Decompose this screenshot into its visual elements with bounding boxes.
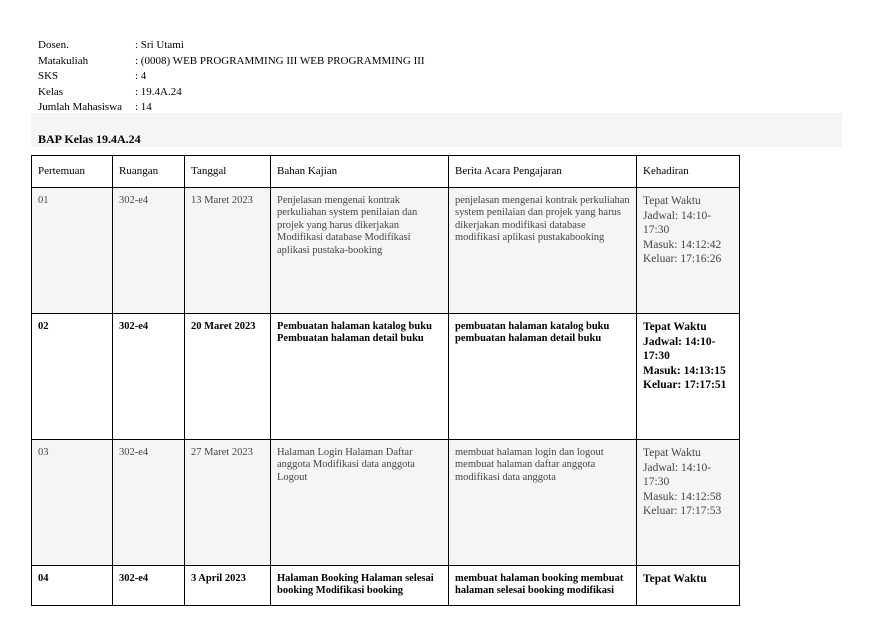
section-divider — [31, 113, 842, 147]
info-kelas — [38, 85, 425, 101]
cell-ruangan: 302-e4 — [119, 321, 149, 332]
kehadiran-jadwal: Jadwal: 14:10-17:30 — [643, 461, 712, 489]
table-row — [32, 188, 740, 314]
table-row — [32, 566, 740, 606]
info-label: SKS — [38, 70, 59, 83]
column-header-berita-acara: Berita Acara Pengajaran — [449, 156, 637, 188]
cell-tanggal: 3 April 2023 — [191, 573, 246, 584]
cell-ruangan: 302-e4 — [119, 195, 149, 206]
info-value: : (0008) WEB PROGRAMMING III WEB PROGRAMMING III — [135, 54, 425, 67]
column-header-tanggal: Tanggal — [185, 156, 271, 188]
kehadiran-status: Tepat Waktu — [643, 573, 707, 585]
cell-kehadiran — [643, 440, 733, 564]
column-header-bahan-kajian: Bahan Kajian — [271, 156, 449, 188]
cell-bahan-kajian: Halaman Booking Halaman selesai booking Modifikasi booking — [277, 573, 434, 597]
kehadiran-jadwal: Jadwal: 14:10-17:30 — [643, 209, 712, 237]
cell-pertemuan: 04 — [38, 573, 49, 584]
cell-ruangan: 302-e4 — [119, 447, 149, 458]
kehadiran-status: Tepat Waktu — [643, 447, 701, 459]
cell-berita-acara: pembuatan halaman katalog buku pembuatan halaman detail buku — [455, 321, 610, 345]
info-label: Jumlah Mahasiswa — [38, 101, 123, 114]
table-header-row — [32, 156, 740, 188]
column-header-ruangan: Ruangan — [113, 156, 185, 188]
cell-pertemuan: 01 — [38, 195, 49, 206]
info-value: : 14 — [135, 101, 152, 114]
cell-kehadiran — [643, 566, 733, 604]
table-row — [32, 314, 740, 440]
kehadiran-status: Tepat Waktu — [643, 321, 707, 333]
kehadiran-masuk: Masuk: 14:12:42 — [643, 238, 722, 251]
kehadiran-masuk: Masuk: 14:13:15 — [643, 364, 726, 377]
info-value: : 19.4A.24 — [135, 85, 182, 98]
cell-tanggal: 27 Maret 2023 — [191, 447, 253, 458]
column-header-pertemuan: Pertemuan — [32, 156, 113, 188]
info-sks — [38, 69, 425, 85]
info-label: Dosen. — [38, 39, 69, 51]
column-header-kehadiran: Kehadiran — [637, 156, 740, 188]
kehadiran-keluar: Keluar: 17:17:51 — [643, 379, 727, 392]
kehadiran-status: Tepat Waktu — [643, 195, 701, 207]
info-matakuliah — [38, 54, 425, 70]
cell-berita-acara: membuat halaman login dan logout membuat halaman daftar anggota modifikasi data anggota — [455, 447, 604, 483]
cell-berita-acara: membuat halaman booking membuat halaman selesai booking modifikasi — [455, 573, 624, 597]
cell-tanggal: 13 Maret 2023 — [191, 195, 253, 206]
cell-berita-acara: penjelasan mengenai kontrak perkuliahan system penilaian dan projek yang harus dikerjakan modifikasi database modifikasi aplikasi pustakabooking — [455, 195, 630, 244]
cell-kehadiran — [643, 188, 733, 312]
course-info — [38, 38, 425, 116]
cell-pertemuan: 03 — [38, 447, 49, 458]
info-label: Kelas — [38, 85, 64, 98]
info-value: : Sri Utami — [135, 39, 184, 51]
kehadiran-masuk: Masuk: 14:12:58 — [643, 490, 722, 503]
bap-table — [31, 155, 740, 606]
cell-bahan-kajian: Penjelasan mengenai kontrak perkuliahan system penilaian dan projek yang harus dikerjakan Modifikasi database Modifikasi aplikasi pustaka-booking — [277, 195, 418, 256]
cell-pertemuan: 02 — [38, 321, 49, 332]
cell-ruangan: 302-e4 — [119, 573, 149, 584]
info-label: Matakuliah — [38, 54, 89, 67]
kehadiran-jadwal: Jadwal: 14:10-17:30 — [643, 335, 716, 363]
kehadiran-keluar: Keluar: 17:16:26 — [643, 253, 722, 266]
info-dosen — [38, 38, 425, 54]
kehadiran-keluar: Keluar: 17:17:53 — [643, 505, 722, 518]
cell-bahan-kajian: Pembuatan halaman katalog buku Pembuatan halaman detail buku — [277, 321, 432, 345]
cell-tanggal: 20 Maret 2023 — [191, 321, 256, 332]
info-value: : 4 — [135, 70, 147, 83]
table-row — [32, 440, 740, 566]
cell-kehadiran — [643, 314, 733, 438]
page-title: BAP Kelas 19.4A.24 — [38, 132, 141, 146]
cell-bahan-kajian: Halaman Login Halaman Daftar anggota Modifikasi data anggota Logout — [277, 447, 415, 483]
